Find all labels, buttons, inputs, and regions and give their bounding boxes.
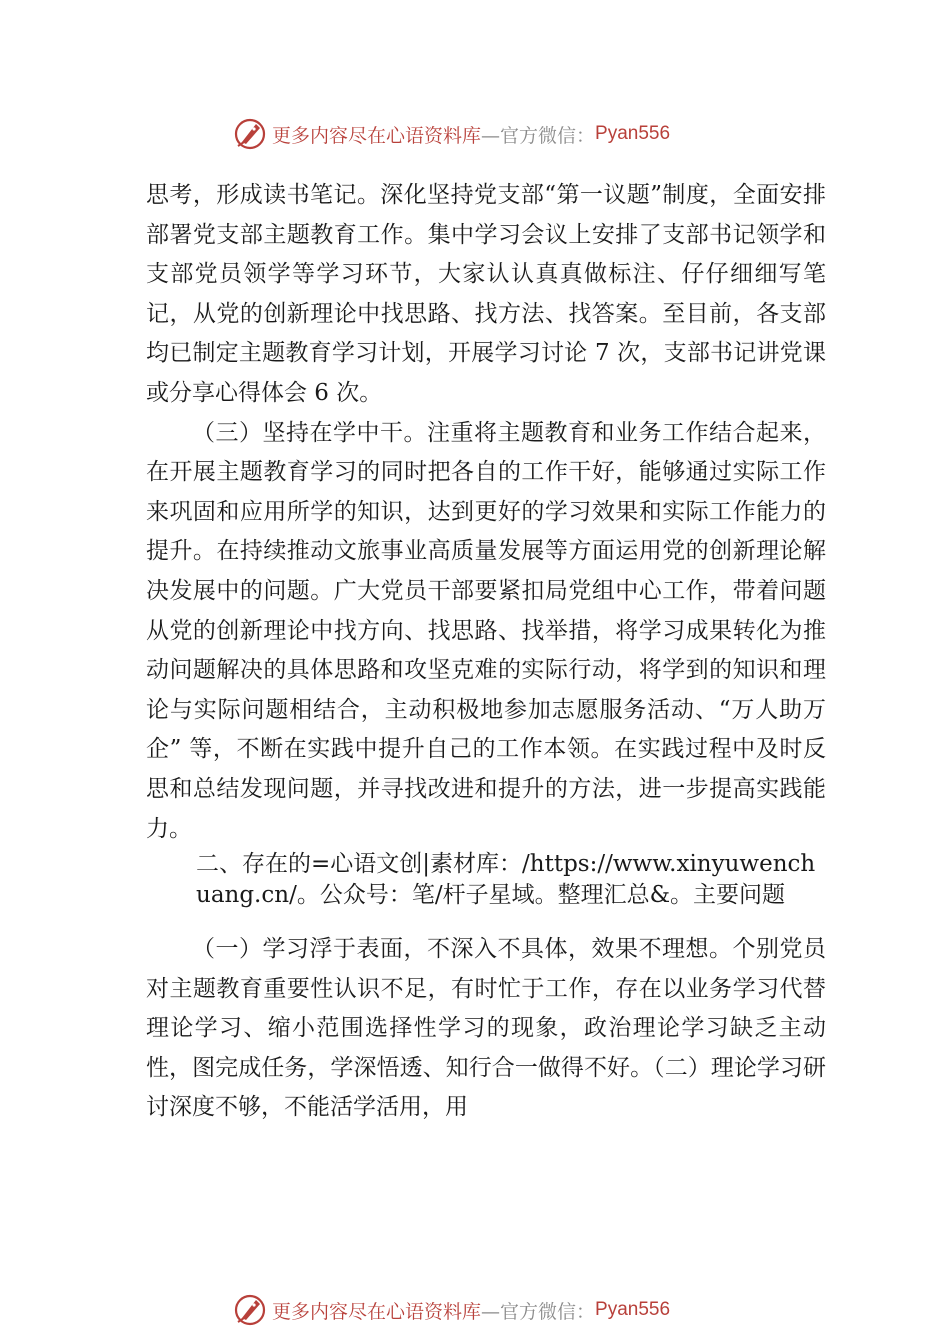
pen-nib-circle-icon [232,116,268,152]
paragraph-2: （三）坚持在学中干。注重将主题教育和业务工作结合起来，在开展主题教育学习的同时把各自的工作干好，能够通过实际工作来巩固和应用所学的知识，达到更好的学习效果和实际工作能力的提升。在持续推动文旅事业高质量发展等方面运用党的创新理论解决发展中的问题。广大党员干部要紧扣局党组中心工作，带着问题从党的创新理论中找方向、找思路、找举措，将学习成果转化为推动问题解决的具体思路和攻坚克难的实际行动，将学到的知识和理论与实际问题相结合，主动积极地参加志愿服务活动、“万人助万企” 等，不断在实践中提升自己的工作本领。在实践过程中及时反思和总结发现问题，并寻找改进和提升的方法，进一步提高实践能力。 [146,419,826,842]
banner-title: 更多内容尽在心语资料库 [272,124,482,147]
banner-subtitle: —官方微信： [481,124,596,147]
document-body [146,176,826,1128]
footer-banner-title: 更多内容尽在心语资料库 [272,1300,482,1323]
section-heading-2: 二、存在的=心语文创|素材库：/https://www.xinyuwenchuang.cn/。公众号：笔/杆子星域。整理汇总&。主要问题 [196,851,816,908]
footer-banner-wechat-id: Pyan556 [595,1299,671,1320]
footer-banner [232,1290,752,1330]
paragraph-1: 思考，形成读书笔记。深化坚持党支部“第一议题”制度，全面安排部署党支部主题教育工作。集中学习会议上安排了支部书记领学和支部党员领学等学习环节，大家认认真真做标注、仔仔细细写笔记，从党的创新理论中找思路、找方法、找答案。至目前，各支部均已制定主题教育学习计划，开展学习讨论 7 次，支部书记讲党课或分享心得体会 6 次。 [146,182,826,406]
pen-nib-circle-icon [232,1292,268,1328]
header-banner [232,114,752,154]
footer-banner-subtitle: —官方微信： [481,1300,596,1323]
banner-wechat-id: Pyan556 [595,123,671,144]
paragraph-3: （一）学习浮于表面，不深入不具体，效果不理想。个别党员对主题教育重要性认识不足，有时忙于工作，存在以业务学习代替理论学习、缩小范围选择性学习的现象，政治理论学习缺乏主动性，图完成任务，学深悟透、知行合一做得不好。（二）理论学习研讨深度不够，不能活学活用，用 [146,936,826,1121]
